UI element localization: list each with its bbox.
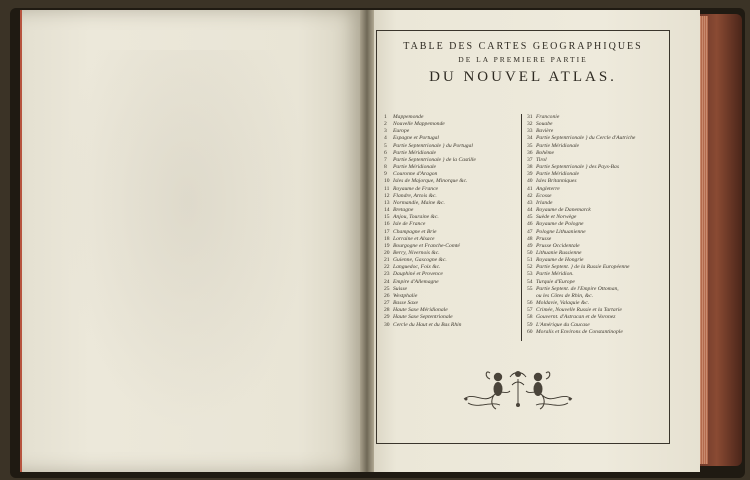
- title-line-1: TABLE DES CARTES GEOGRAPHIQUES: [403, 41, 643, 52]
- contents-entry: [384, 164, 524, 171]
- entry-title: Nouvelle Mappemonde: [393, 121, 445, 128]
- contents-left-column: [384, 114, 524, 329]
- contents-entry: [527, 300, 667, 307]
- entry-title: L'Amérique du Caucase: [536, 321, 590, 328]
- entry-number: 46: [527, 221, 533, 228]
- entry-title: Royaume de Danemarck: [536, 207, 591, 214]
- entry-title: Crimée, Nouvelle Russie et la Tartarie: [536, 307, 622, 314]
- entry-title: Angleterre: [536, 185, 560, 192]
- contents-entry: [527, 286, 667, 293]
- entry-number: 7: [384, 156, 387, 163]
- entry-title: Basse Saxe: [393, 300, 419, 307]
- contents-entry: [527, 164, 667, 171]
- entry-number: 22: [384, 264, 390, 271]
- contents-entry: [384, 264, 524, 271]
- entry-number: 53: [527, 271, 533, 278]
- entry-number: 15: [384, 214, 390, 221]
- entry-title: Royaume de France: [393, 185, 439, 192]
- contents-entry: [384, 121, 524, 128]
- contents-entry: [384, 300, 524, 307]
- entry-number: 1: [384, 114, 387, 120]
- cherub-ornament-icon: [460, 365, 576, 413]
- entry-number: 10: [384, 178, 390, 185]
- entry-title: Guienne, Gascogne &c.: [393, 257, 447, 264]
- title-line-2: DE LA PREMIERE PARTIE: [458, 55, 588, 64]
- contents-entry: [527, 322, 667, 329]
- entry-number: 43: [527, 199, 533, 206]
- contents-entry: [384, 293, 524, 300]
- entry-number: 44: [527, 207, 533, 214]
- entry-number: 2: [384, 121, 387, 128]
- contents-entry: [384, 271, 524, 278]
- entry-number: 4: [384, 135, 387, 142]
- entry-title: Royaume de Pologne: [536, 221, 584, 228]
- entry-number: 25: [384, 285, 390, 292]
- entry-number: 58: [527, 314, 533, 321]
- entry-title: Lorraine et Alsace: [393, 235, 435, 242]
- entry-title: Haute Saxe Septentrionale: [393, 314, 453, 321]
- contents-entry: [527, 221, 667, 228]
- entry-title: ou les Côtes de Rhin, &c.: [536, 292, 594, 299]
- contents-entry: [527, 314, 667, 321]
- entry-number: 21: [384, 257, 390, 264]
- contents-entry: [384, 229, 524, 236]
- entry-title: Partie Méridionale: [393, 164, 437, 171]
- contents-entry: [384, 322, 524, 329]
- entry-number: 38: [527, 164, 533, 171]
- entry-number: 30: [384, 321, 390, 328]
- entry-title: Bourgogne et Franche-Comté: [393, 242, 460, 249]
- contents-entry: [384, 307, 524, 314]
- entry-number: 3: [384, 128, 387, 135]
- entry-number: 32: [527, 121, 533, 128]
- entry-title: Prusse Occidentale: [536, 242, 580, 249]
- entry-title: Partie Septent. } de la Russie Européenne: [536, 264, 630, 271]
- entry-title: Empire d'Allemagne: [393, 278, 439, 285]
- entry-title: Berry, Nivernois &c.: [393, 249, 440, 256]
- entry-title: Isles de Majorque, Minorque &c.: [393, 178, 468, 185]
- contents-entry: [384, 114, 524, 121]
- entry-number: 9: [384, 171, 387, 178]
- entry-number: 11: [384, 185, 390, 192]
- entry-number: 45: [527, 214, 533, 221]
- contents-entry: [384, 250, 524, 257]
- entry-number: 37: [527, 156, 533, 163]
- entry-number: 40: [527, 178, 533, 185]
- entry-number: 56: [527, 300, 533, 307]
- entry-number: 35: [527, 142, 533, 149]
- contents-entry: [384, 286, 524, 293]
- entry-title: Turquie d'Europe: [536, 278, 575, 285]
- contents-entry: [384, 243, 524, 250]
- contents-entry: [384, 135, 524, 142]
- entry-title: Moldavie, Valaquie &c.: [536, 300, 590, 307]
- entry-title: Partie Méridionale: [536, 142, 580, 149]
- contents-entry: [384, 236, 524, 243]
- contents-entry: [384, 314, 524, 321]
- entry-title: Gouvernt. d'Astracan et de Voronez: [536, 314, 616, 321]
- entry-number: 49: [527, 242, 533, 249]
- contents-entry: [527, 229, 667, 236]
- entry-title: Anjou, Touraine &c.: [393, 214, 439, 221]
- entry-title: Isles Britanniques: [536, 178, 577, 185]
- entry-title: Espagne et Portugal: [393, 135, 439, 142]
- entry-title: Bretagne: [393, 207, 414, 214]
- entry-title: Suisse: [393, 285, 407, 292]
- entry-title: Champagne et Brie: [393, 228, 437, 235]
- contents-entry: [384, 157, 524, 164]
- title-line-3: DU NOUVEL ATLAS.: [429, 69, 617, 85]
- entry-title: Tirol: [536, 156, 547, 163]
- entry-number: 52: [527, 264, 533, 271]
- left-page-blank: [20, 10, 367, 472]
- contents-entry: [384, 200, 524, 207]
- contents-entry: [527, 128, 667, 135]
- contents-entry: [527, 279, 667, 286]
- contents-entry: [527, 271, 667, 278]
- book-gutter: [360, 10, 374, 472]
- entry-number: 54: [527, 278, 533, 285]
- entry-title: Franconie: [536, 114, 560, 120]
- entry-number: 31: [527, 114, 533, 120]
- contents-entry: [527, 135, 667, 142]
- entry-title: Partie Méridionale: [393, 149, 437, 156]
- contents-entry: [527, 257, 667, 264]
- entry-title: Ecosse: [536, 192, 552, 199]
- entry-title: Bohême: [536, 149, 555, 156]
- contents-entry: [384, 193, 524, 200]
- entry-title: Partie Septentrionale } des Pays-Bas: [536, 164, 620, 171]
- title-block: [376, 40, 670, 87]
- column-divider: [521, 114, 522, 341]
- entry-number: 36: [527, 149, 533, 156]
- contents-entry: [527, 121, 667, 128]
- contents-entry: [527, 243, 667, 250]
- entry-title: Westphalie: [393, 292, 418, 299]
- entry-title: Souabe: [536, 121, 553, 128]
- entry-number: 28: [384, 307, 390, 314]
- entry-number: 16: [384, 221, 390, 228]
- contents-entry: [527, 114, 667, 121]
- entry-number: 39: [527, 171, 533, 178]
- contents-entry: [384, 214, 524, 221]
- entry-title: Bavière: [536, 128, 554, 135]
- entry-number: 29: [384, 314, 390, 321]
- entry-number: 23: [384, 271, 390, 278]
- entry-number: 59: [527, 321, 533, 328]
- entry-number: 50: [527, 249, 533, 256]
- entry-title: Isle de France: [393, 221, 426, 228]
- entry-title: Partie Septentrionale } du Cercle d'Autriche: [536, 135, 636, 142]
- contents-entry: [527, 264, 667, 271]
- contents-entry: [384, 178, 524, 185]
- contents-entry: [527, 171, 667, 178]
- contents-entry: [384, 279, 524, 286]
- contents-entry: [384, 257, 524, 264]
- entry-title: Royaume de Hongrie: [536, 257, 584, 264]
- contents-entry: [527, 150, 667, 157]
- entry-title: Suède et Norwège: [536, 214, 577, 221]
- entry-title: Moralis et Environs de Constantinople: [536, 328, 623, 335]
- contents-entry: [384, 221, 524, 228]
- entry-number: 18: [384, 235, 390, 242]
- entry-number: 41: [527, 185, 533, 192]
- contents-entry: [384, 143, 524, 150]
- contents-entry: [527, 207, 667, 214]
- entry-number: 42: [527, 192, 533, 199]
- entry-title: Partie Septentrionale } du Portugal: [393, 142, 473, 149]
- entry-number: 33: [527, 128, 533, 135]
- entry-title: Partie Méridion.: [536, 271, 574, 278]
- contents-entry: [527, 157, 667, 164]
- contents-entry: [527, 236, 667, 243]
- entry-title: Couronne d'Aragon: [393, 171, 438, 178]
- entry-number: 26: [384, 292, 390, 299]
- entry-number: 14: [384, 207, 390, 214]
- contents-entry: [384, 128, 524, 135]
- entry-title: Irlande: [536, 199, 553, 206]
- entry-number: 13: [384, 199, 390, 206]
- contents-entry: [527, 293, 667, 300]
- contents-entry: [527, 193, 667, 200]
- entry-title: Mappemonde: [393, 114, 424, 120]
- entry-number: 47: [527, 228, 533, 235]
- contents-entry: [384, 171, 524, 178]
- entry-number: 8: [384, 164, 387, 171]
- entry-title: Dauphiné et Provence: [393, 271, 443, 278]
- contents-entry: [527, 178, 667, 185]
- entry-number: 24: [384, 278, 390, 285]
- entry-number: 48: [527, 235, 533, 242]
- entry-title: Partie Méridionale: [536, 171, 580, 178]
- contents-entry: [384, 150, 524, 157]
- entry-number: 51: [527, 257, 533, 264]
- entry-number: 34: [527, 135, 533, 142]
- entry-number: 12: [384, 192, 390, 199]
- entry-title: Lithuanie Russienne: [536, 249, 582, 256]
- entry-title: Pologne Lithuanienne: [536, 228, 586, 235]
- contents-entry: [527, 143, 667, 150]
- entry-title: Flandre, Artois &c.: [393, 192, 437, 199]
- entry-title: Cercle du Haut et du Bas Rhin: [393, 321, 462, 328]
- contents-entry: [527, 307, 667, 314]
- entry-number: 27: [384, 300, 390, 307]
- contents-entry: [527, 186, 667, 193]
- entry-title: Languedoc, Foix &c.: [393, 264, 441, 271]
- contents-entry: [527, 214, 667, 221]
- entry-number: 57: [527, 307, 533, 314]
- contents-entry: [527, 329, 667, 336]
- contents-right-column: [527, 114, 667, 336]
- contents-entry: [384, 207, 524, 214]
- contents-entry: [527, 200, 667, 207]
- entry-title: Europe: [393, 128, 410, 135]
- bleed-through-shadow: [62, 50, 312, 430]
- entry-number: 19: [384, 242, 390, 249]
- entry-title: Haute Saxe Méridionale: [393, 307, 448, 314]
- entry-number: 6: [384, 149, 387, 156]
- entry-title: Prusse: [536, 235, 552, 242]
- entry-title: Partie Septent. de l'Empire Ottoman,: [536, 285, 619, 292]
- contents-entry: [527, 250, 667, 257]
- entry-title: Normandie, Maine &c.: [393, 199, 445, 206]
- contents-entry: [384, 186, 524, 193]
- entry-title: Partie Septentrionale } de la Castille: [393, 156, 476, 163]
- entry-number: 60: [527, 328, 533, 335]
- entry-number: 17: [384, 228, 390, 235]
- entry-number: 5: [384, 142, 387, 149]
- entry-number: 20: [384, 249, 390, 256]
- entry-number: 55: [527, 285, 533, 292]
